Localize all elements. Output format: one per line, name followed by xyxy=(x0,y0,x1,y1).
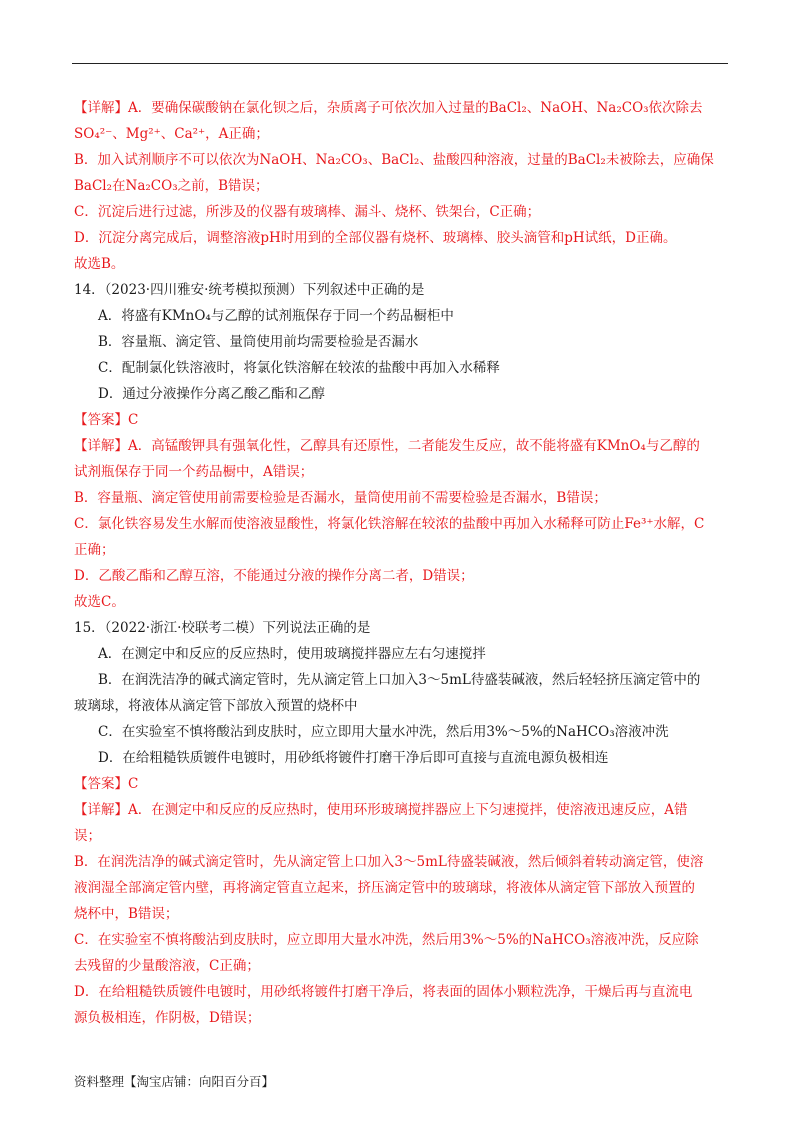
explanation-line: 去残留的少量酸溶液，C正确； xyxy=(74,958,260,974)
option-b: B．在润洗洁净的碱式滴定管时，先从滴定管上口加入3～5mL待盛装碱液，然后轻轻挤压滴定管中的 xyxy=(98,672,701,688)
explanation-line: 【详解】A．高锰酸钾具有强氧化性，乙醇具有还原性，二者能发生反应，故不能将盛有KMnO₄与乙醇的 xyxy=(74,438,700,454)
page-footer: 资料整理【淘宝店铺：向阳百分百】 xyxy=(74,1074,275,1089)
explanation-line: 液润湿全部滴定管内壁，再将滴定管直立起来，挤压滴定管中的玻璃球，将液体从滴定管下部放入预置的 xyxy=(74,880,695,896)
q13-explanation xyxy=(74,95,728,277)
answer-label: 【答案】C xyxy=(74,776,139,792)
explanation-line: C．在实验室不慎将酸沾到皮肤时，应立即用大量水冲洗，然后用3%～5%的NaHCO₃溶液冲洗，反应除 xyxy=(74,932,699,948)
option-c: C．配制氯化铁溶液时，将氯化铁溶解在较浓的盐酸中再加入水稀释 xyxy=(98,360,500,376)
question-stem: 15．（2022·浙江·校联考二模）下列说法正确的是 xyxy=(74,620,371,636)
explanation-line: D．沉淀分离完成后，调整溶液pH时用到的全部仪器有烧杯、玻璃棒、胶头滴管和pH试纸，D正确。 xyxy=(74,230,677,246)
option-c: C．在实验室不慎将酸沾到皮肤时，应立即用大量水冲洗，然后用3%～5%的NaHCO₃溶液冲洗 xyxy=(98,724,669,740)
header-rule xyxy=(72,63,728,64)
explanation-line: B．在润洗洁净的碱式滴定管时，先从滴定管上口加入3～5mL待盛装碱液，然后倾斜着转动滴定管，使溶 xyxy=(74,854,704,870)
option-b: B．容量瓶、滴定管、量筒使用前均需要检验是否漏水 xyxy=(98,334,419,350)
explanation-line: SO₄²⁻、Mg²⁺、Ca²⁺，A正确； xyxy=(74,126,269,142)
explanation-line: 故选C。 xyxy=(74,594,125,610)
explanation-line: C．氯化铁容易发生水解而使溶液显酸性，将氯化铁溶解在较浓的盐酸中再加入水稀释可防止Fe³⁺水解，C xyxy=(74,516,705,532)
explanation-line: D．在给粗糙铁质镀件电镀时，用砂纸将镀件打磨干净后，将表面的固体小颗粒洗净，干燥后再与直流电 xyxy=(74,984,693,1000)
explanation-line: 故选B。 xyxy=(74,256,125,272)
explanation-line: 源负极相连，作阴极，D错误； xyxy=(74,1010,261,1026)
explanation-line: 【详解】A．要确保碳酸钠在氯化钡之后，杂质离子可依次加入过量的BaCl₂、NaOH、Na₂CO₃依次除去 xyxy=(74,100,703,116)
explanation-line: BaCl₂在Na₂CO₃之前，B错误； xyxy=(74,178,269,194)
option-d: D．在给粗糙铁质镀件电镀时，用砂纸将镀件打磨干净后即可直接与直流电源负极相连 xyxy=(98,750,609,766)
explanation-line: 烧杯中，B错误； xyxy=(74,906,179,922)
option-a: A．在测定中和反应的反应热时，使用玻璃搅拌器应左右匀速搅拌 xyxy=(98,646,486,662)
question-14 xyxy=(74,277,728,615)
explanation-line: B．加入试剂顺序不可以依次为NaOH、Na₂CO₃、BaCl₂、盐酸四种溶液，过量的BaCl₂未被除去，应确保 xyxy=(74,152,714,168)
explanation-line: 误； xyxy=(74,828,101,844)
explanation-line: 试剂瓶保存于同一个药品橱中，A错误； xyxy=(74,464,314,480)
explanation-line: 【详解】A．在测定中和反应的反应热时，使用环形玻璃搅拌器应上下匀速搅拌，使溶液迅速反应，A错 xyxy=(74,802,688,818)
question-stem: 14．（2023·四川雅安·统考模拟预测）下列叙述中正确的是 xyxy=(74,282,425,298)
explanation-line: C．沉淀后进行过滤，所涉及的仪器有玻璃棒、漏斗、烧杯、铁架台，C正确； xyxy=(74,204,541,220)
document-body xyxy=(74,95,728,1031)
explanation-line: 正确； xyxy=(74,542,115,558)
explanation-line: B．容量瓶、滴定管使用前需要检验是否漏水，量筒使用前不需要检验是否漏水，B错误； xyxy=(74,490,607,506)
answer-label: 【答案】C xyxy=(74,412,139,428)
option-b-continued: 玻璃球，将液体从滴定管下部放入预置的烧杯中 xyxy=(74,698,358,714)
explanation-line: D．乙酸乙酯和乙醇互溶，不能通过分液的操作分离二者，D错误； xyxy=(74,568,474,584)
option-a: A．将盛有KMnO₄与乙醇的试剂瓶保存于同一个药品橱柜中 xyxy=(98,308,454,324)
question-15 xyxy=(74,615,728,1031)
option-d: D．通过分液操作分离乙酸乙酯和乙醇 xyxy=(98,386,325,402)
